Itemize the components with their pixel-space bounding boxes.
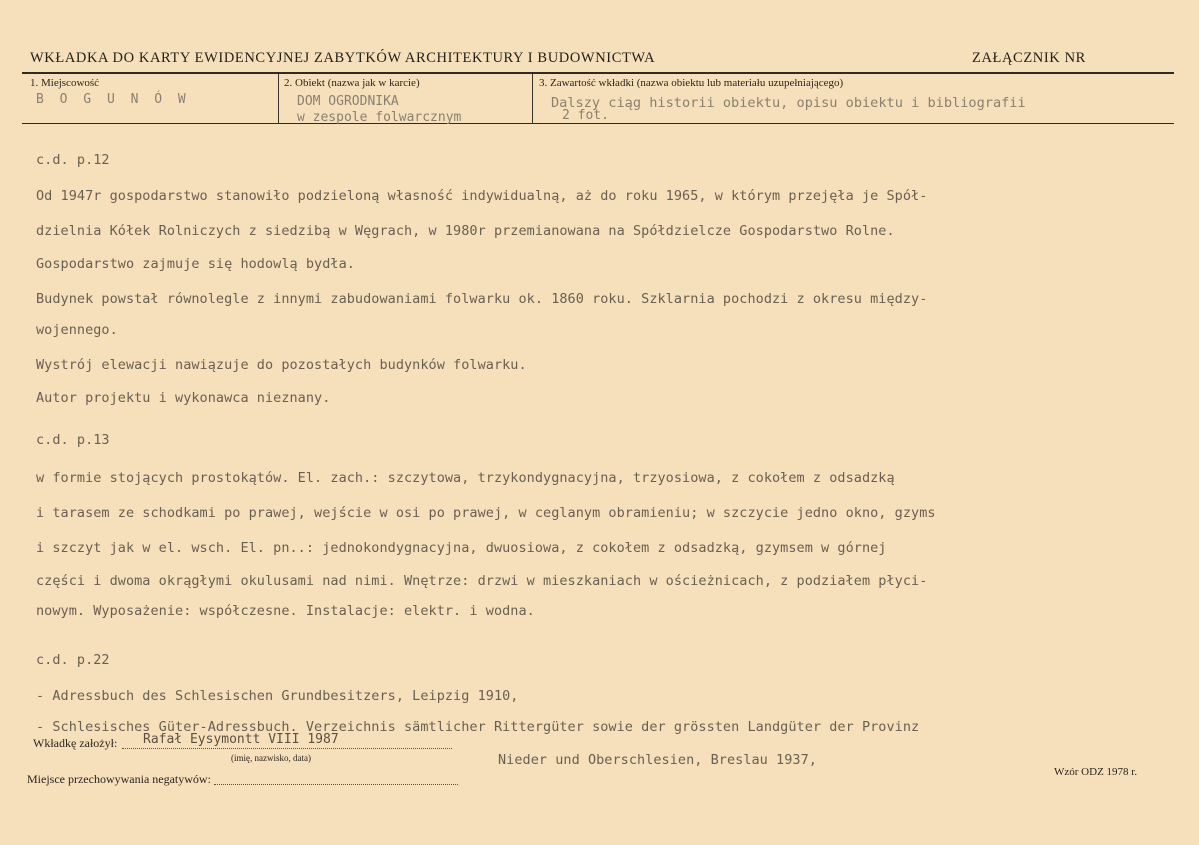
field-divider-2 (532, 74, 533, 124)
body-line: dzielnia Kółek Rolniczych z siedzibą w Węgrach, w 1980r przemianowana na Spółdzielcze Gospodarstwo Rolne. (36, 223, 895, 239)
body-line: nowym. Wyposażenie: współczesne. Instalacje: elektr. i wodna. (36, 603, 535, 619)
card-title: WKŁADKA DO KARTY EWIDENCYJNEJ ZABYTKÓW ARCHITEKTURY I BUDOWNICTWA (30, 50, 656, 66)
field-1-value: B O G U N Ó W (36, 92, 190, 107)
body-line: Wystrój elewacji nawiązuje do pozostałych budynków folwarku. (36, 357, 527, 373)
body-line: Od 1947r gospodarstwo stanowiło podzieloną własność indywidualną, aż do roku 1965, w którym przejęła je Spół- (36, 188, 928, 204)
founded-by-value: Rafał Eysymontt VIII 1987 (143, 732, 339, 747)
field-2-label: 2. Obiekt (nazwa jak w karcie) (284, 77, 420, 89)
field-divider-1 (278, 74, 279, 124)
founded-by-caption: (imię, nazwisko, data) (231, 753, 311, 763)
field-3-value-line1: Dalszy ciąg historii obiektu, opisu obiektu i bibliografii (551, 95, 1026, 111)
body-line: Budynek powstał równolegle z innymi zabudowaniami folwarku ok. 1860 roku. Szklarnia pochodzi z okresu między- (36, 291, 928, 307)
field-3-value-line2: 2 fot. (562, 108, 609, 123)
bibliography-item: - Schlesisches Güter-Adressbuch. Verzeichnis sämtlicher Rittergüter sowie der grössten Landgüter der Provinz (36, 719, 920, 735)
field-2-value-line1: DOM OGRODNIKA (297, 94, 399, 109)
attachment-number-label: ZAŁĄCZNIK NR (972, 50, 1086, 66)
body-line: Gospodarstwo zajmuje się hodowlą bydła. (36, 256, 355, 272)
section-ref-p13: c.d. p.13 (36, 432, 110, 448)
founded-by-line (122, 748, 452, 749)
bibliography-item-continuation: Nieder und Oberschlesien, Breslau 1937, (498, 752, 817, 768)
body-line: Autor projektu i wykonawca nieznany. (36, 390, 331, 406)
bibliography-item: - Adressbuch des Schlesischen Grundbesitzers, Leipzig 1910, (36, 688, 519, 704)
body-line: wojennego. (36, 322, 118, 338)
negatives-storage-line (214, 784, 458, 785)
field-1-label: 1. Miejscowość (30, 77, 100, 89)
negatives-storage-label: Miejsce przechowywania negatywów: (27, 772, 211, 786)
body-line: w formie stojących prostokątów. El. zach.: szczytowa, trzykondygnacyjna, trzyosiowa, z cokołem z odsadzką (36, 470, 895, 486)
founded-by-label: Wkładkę założył: (33, 736, 118, 750)
section-ref-p12: c.d. p.12 (36, 152, 110, 168)
header-top-rule (22, 72, 1174, 74)
header-bottom-rule (22, 123, 1174, 124)
form-id: Wzór ODZ 1978 r. (1054, 766, 1138, 778)
body-line: części i dwoma okrągłymi okulusami nad nimi. Wnętrze: drzwi w mieszkaniach w ościeżnicach, z podziałem płyci- (36, 573, 928, 589)
body-line: i tarasem ze schodkami po prawej, wejście w osi po prawej, w ceglanym obramieniu; w szczycie jedno okno, gzyms (36, 505, 936, 521)
field-2-value-line2: w zespole folwarcznym (297, 110, 462, 125)
section-ref-p22: c.d. p.22 (36, 652, 110, 668)
body-line: i szczyt jak w el. wsch. El. pn..: jednokondygnacyjna, dwuosiowa, z cokołem z odsadzką, gzymsem w górnej (36, 540, 887, 556)
field-3-label: 3. Zawartość wkładki (nazwa obiektu lub materiału uzupełniającego) (539, 77, 844, 89)
